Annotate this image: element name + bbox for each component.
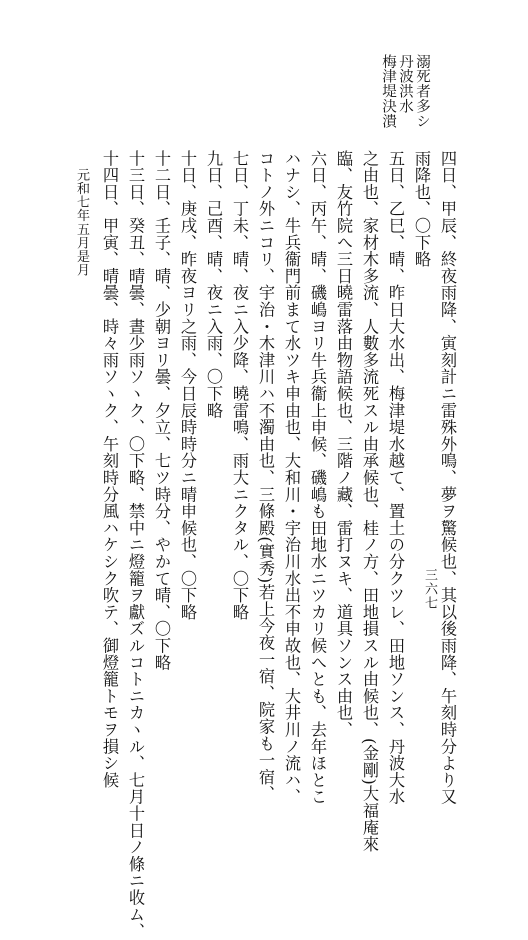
headnote-line-3: 溺死者多シ <box>414 54 430 129</box>
text-line-1: 四日、甲辰、終夜雨降、寅刻計ニ雷殊外鳴、夢ヲ驚候也、其以後雨降、午刻時分より又 <box>438 150 457 806</box>
page-number: 三六七 <box>422 568 437 610</box>
text-line-5: 臨、友竹院へ三日曉雷落由物語候也、三階ノ藏、雷打ヌキ、道具ソンス由也、 <box>334 150 353 738</box>
text-line-10: 九日、己酉、晴、夜ニ入雨、〇下略 <box>204 150 223 419</box>
text-line-4: 之由也、家材木多流、人數多流死スル由承候也、桂ノ方、田地損スル由候也、(金剛)大福庵來 <box>360 150 379 853</box>
text-line-13: 十三日、癸丑、晴曇、晝少雨ソヽク、〇下略、禁中ニ燈籠ヲ獻ズルコトニカヽル、七月十日ノ條ニ收ム、 <box>126 150 145 940</box>
text-line-7: ハナシ、牛兵衞門前まて水ツキ申由也、大和川・宇治川水出不申故也、大井川ノ流ハ、 <box>282 150 301 806</box>
text-line-3: 五日、乙巳、晴、昨日大水出、梅津堤水越て、置土の分クツレ、田地ソンス、丹波大水 <box>386 150 405 806</box>
text-line-2: 雨降也、〇下略 <box>412 150 431 268</box>
text-line-6: 六日、丙午、晴、磯嶋ヨリ牛兵衞上申候、磯嶋も田地水ニツカリ候へとも、去年ほとこ <box>308 150 327 806</box>
text-line-9: 七日、丁未、晴、夜ニ入少降、曉雷鳴、雨大ニクタル、〇下略 <box>230 150 249 621</box>
text-line-8: コトノ外ニコリ、宇治・木津川ハ不濁由也、三條殿(實秀)若上今夜一宿、院家も一宿、 <box>256 150 275 803</box>
date-note: 元和七年五月是月 <box>74 168 89 277</box>
text-line-14: 十四日、甲寅、晴曇、時々雨ソヽク、午刻時分風ハケシク吹テ、御燈籠トモヲ損シ候 <box>100 150 119 789</box>
text-line-12: 十二日、壬子、晴、少朝ヨリ曇、夕立、七ツ時分、やかて晴、〇下略 <box>152 150 171 671</box>
headnote-line-2: 丹波洪水 <box>397 54 413 114</box>
text-line-11: 十日、庚戌、昨夜ヨリ之雨、今日辰時時分ニ晴申候也、〇下略 <box>178 150 197 621</box>
headnote-line-1: 梅津堤決潰 <box>380 54 396 129</box>
